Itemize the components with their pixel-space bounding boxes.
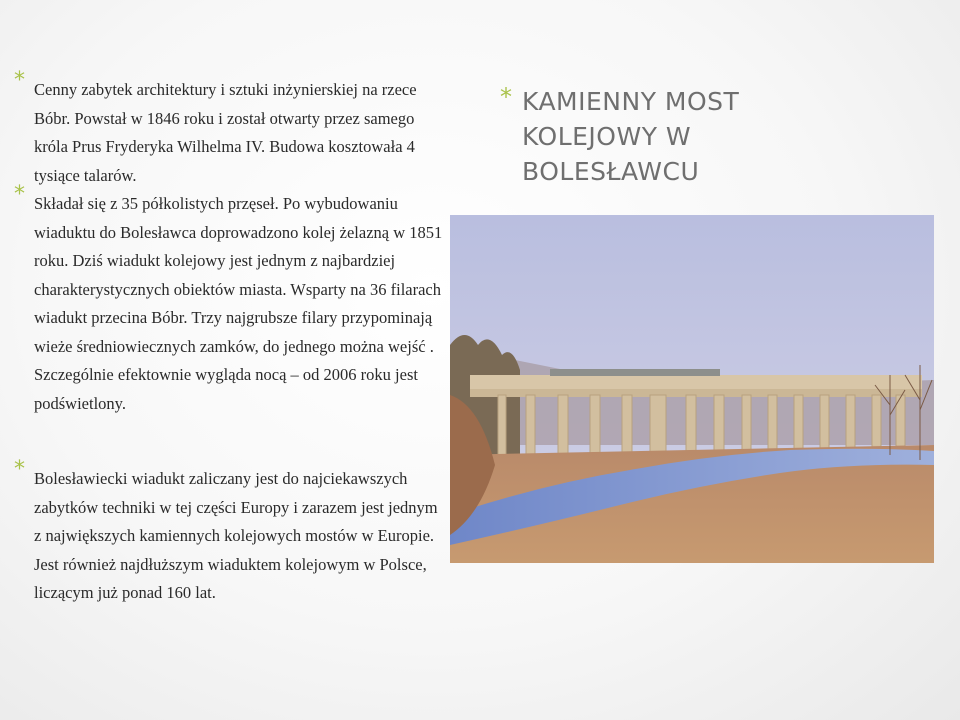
bullet-star-icon: *	[14, 68, 25, 93]
bullet-paragraph-2	[14, 182, 454, 418]
bullet-star-icon: *	[14, 457, 25, 482]
bullet-paragraph-3	[14, 457, 444, 608]
bullet-text-3: Bolesławiecki wiadukt zaliczany jest do najciekawszych zabytków techniki w tej części Europy i zarazem jest jednym z największych kamiennych kolejowych mostów w Europie. Jest również najdłuższym wiaduktem kolejowym w Polsce, liczącym już ponad 160 lat.	[34, 469, 438, 602]
bullet-text-1: Cenny zabytek architektury i sztuki inżynierskiej na rzece Bóbr. Powstał w 1846 roku i został otwarty przez samego króla Prus Fryderyka Wilhelma IV. Budowa kosztowała 4 tysiące talarów.	[34, 80, 417, 185]
bullet-text-2: Składał się z 35 półkolistych przęseł. Po wybudowaniu wiaduktu do Bolesławca doprowadzono kolej żelazną w 1851 roku. Dziś wiadukt kolejowy jest jednym z najbardziej charakterystycznych obiektów miasta. Wsparty na 36 filarach wiadukt przecina Bóbr. Trzy najgrubsze filary przypominają wieże średniowiecznych zamków, do jednego można wejść . Szczególnie efektownie wygląda nocą – od 2006 roku jest podświetlony.	[34, 194, 443, 413]
bullet-paragraph-1	[14, 68, 444, 190]
title-star-icon: *	[500, 83, 513, 111]
slide-title	[500, 83, 822, 189]
bullet-star-icon: *	[14, 182, 25, 207]
slide-title-text: KAMIENNY MOST KOLEJOWY W BOLESŁAWCU	[522, 87, 740, 186]
viaduct-photo	[450, 215, 934, 563]
